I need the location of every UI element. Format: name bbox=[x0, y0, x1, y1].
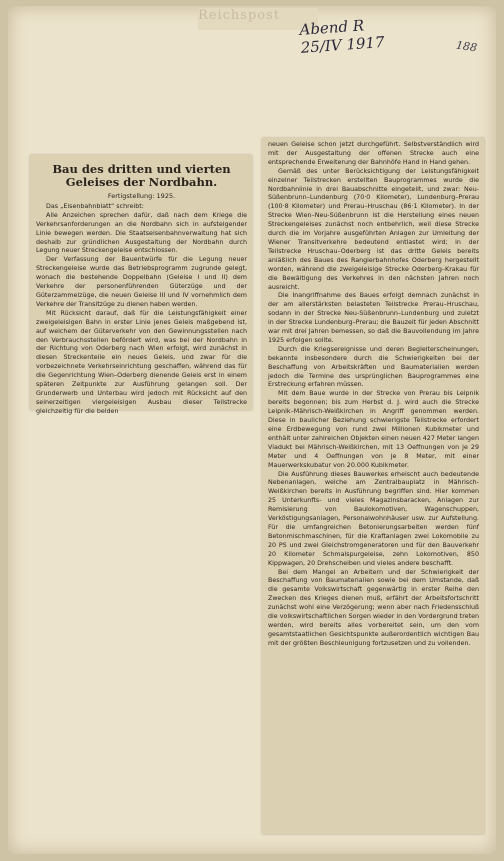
article-subheading: Fertigstellung: 1925. bbox=[107, 192, 176, 200]
paragraph: Durch die Kriegsereignisse und deren Begleiterscheinungen, bekannte insbesondere durch die Schwierigkeiten bei der Beschaffung von Arbeitskräften und Baumaterialien werden jedoch die Termine des ursprünglichen Bauprogrammes eine Erstreckung erfahren müssen. bbox=[268, 345, 479, 389]
paragraph: Alle Anzeichen sprechen dafür, daß nach dem Kriege die Verkehrsanforderungen an die Nordbahn sich in aufsteigender Linie bewegen werden. Die Staatseisenbahnverwaltung hat sich deshalb zur gründlichen Ausgestaltung der Nordbahn durch Legung neuer Streckengeleise entschlossen. bbox=[36, 211, 247, 255]
article-headline bbox=[36, 163, 247, 189]
handwritten-note bbox=[299, 11, 441, 57]
paragraph: Mit dem Baue wurde in der Strecke von Prerau bis Leipnik bereits begonnen; bis zum Herbst d. J. wird auch die Strecke Leipnik–Mährisch-Weißkirchen in Angriff genommen werden. Diese in baulicher Beziehung schwierigste Teilstrecke erfordert eine Erdbewegung von rund zwei Millionen Kubikmeter und enthält unter zahlreichen Objekten einen neuen 427 Meter langen Viadukt bei Mährisch-Weißkirchen, mit 13 Oeffnungen von je 29 Meter und 4 Oeffnungen von je 8 Meter, mit einer Mauerwerkskubatur von 20.000 Kubikmeter. bbox=[268, 390, 479, 469]
paragraph: Gemäß des unter Berücksichtigung der Leistungsfähigkeit einzelner Teilstrecken erstellten Bauprogrammes wurde die Nordbahnlinie in drei Bauabschnitte eingeteilt, und zwar: Neu-Süßenbrunn–Lundenburg (70·0 Kilometer), Lundenburg–Prerau (100·8 Kilometer) und Prerau–Hruschau (86·1 Kilometer). In der Strecke Wien–Neu-Süßenbrunn ist die Herstellung eines neuen Streckengeleises zunächst noch entbehrlich, weil diese Strecke durch die im Vorjahre ausgeführten Anlagen zur Umleitung der Wiener Transitverkehre bedeutend entlastet wird; in der Teilstrecke Hruschau–Oderberg ist das dritte Geleis bereits anläßlich des Baues des Rangierbahnhofes Oderberg hergestellt worden, während die zweigeleisige Strecke Oderberg–Krakau für die Bewältigung des Verkehres in den nächsten Jahren noch ausreicht. bbox=[268, 167, 479, 291]
newspaper-masthead-fragment: Reichspost bbox=[198, 8, 318, 30]
paragraph: Mit Rücksicht darauf, daß für die Leistungsfähigkeit einer zweigeleisigen Bahn in erster Linie jenes Geleis maßgebend ist, auf welchem der Güterverkehr von den Gewinnungsstellen nach den Verbrauchsstellen befördert wird, was bei der Nordbahn in der Richtung von Oderberg nach Wien erfolgt, wird zunächst in diesen Streckenteile ein neues Geleis, und zwar für die vorbezeichnete Verkehrseinrichtung geschaffen, während das für die Gegenrichtung Wien–Oderberg dienende Geleis erst in einem späteren Zeitpunkte zur Ausführung gelangen soll. Der Grunderwerb und Unterbau wird jedoch mit Rücksicht auf den seinerzeitigen viergeleisigen Ausbau dieser Teilstrecke gleichzeitig für die beiden bbox=[36, 309, 247, 415]
clipping-right bbox=[262, 138, 484, 834]
page-number: 188 bbox=[455, 38, 478, 55]
paragraph: Bei dem Mangel an Arbeitern und der Schwierigkeit der Beschaffung von Baumaterialien sowie bei dem Umstande, daß die gesamte Volkswirtschaft gegenwärtig in erster Reihe den Zwecken des Krieges dienen muß, erfährt der Arbeitsfortschritt zunächst wohl eine Verzögerung; wenn aber nach Friedensschluß die volkswirtschaftlichen Sorgen wieder in den Vordergrund treten werden, wird bereits alles vorbereitet sein, um den vom gesamtstaatlichen Gesichtspunkte außerordentlich wichtigen Bau mit der größten Beschleunigung fortzusetzen und zu vollenden. bbox=[268, 568, 479, 647]
paragraph: Die Ausführung dieses Bauwerkes erheischt auch bedeutende Nebenanlagen, welche am Zentralbauplatz in Mährisch-Weißkirchen bereits in Ausführung begriffen sind. Hier kommen 25 Unterkunfts- und vieles Magazinsbaracken, Anlagen zur Remisierung von Baulokomotiven, Wagenschuppen, Verköstigungsanlagen, Personalwohnhäuser usw. zur Aufstellung. Für die umfangreichen Betonierungsarbeiten werden fünf Betonmischmaschinen, für die Kraftanlagen zwei Lokomobile zu 20 PS und zwei Gleichstromgeneratoren und für den Bauverkehr 20 Kilometer Schmalspurgeleise, zehn Lokomotiven, 850 Kippwagen, 20 Drehscheiben und vieles andere beschafft. bbox=[268, 470, 479, 567]
handwritten-date: 25/IV 1917 bbox=[300, 33, 386, 57]
paragraph: Die Inangriffnahme des Baues erfolgt demnach zunächst in der am allerstärksten belasteten Teilstrecke Prerau–Hruschau, sodann in der Strecke Neu-Süßenbrunn–Lundenburg und zuletzt in der Strecke Lundenburg–Prerau; die Bauzeit für jeden Abschnitt war mit drei Jahren bemessen, so daß die Bauvollendung im Jahre 1925 erfolgen sollte. bbox=[268, 292, 479, 344]
headline-line-2: Geleises der Nordbahn. bbox=[65, 175, 218, 189]
paragraph: Der Verfassung der Bauentwürfe für die Legung neuer Streckengeleise wurde das Betriebsprogramm zugrunde gelegt, wonach die bestehende Doppelbahn (Geleise I und II) dem Verkehre der personenführenden Güterzüge und der Güterzammelzüge, die neuen Geleise III und IV vornehmlich dem Verkehre der Transitzüge zu dienen haben werden. bbox=[36, 256, 247, 308]
clipping-left bbox=[30, 155, 252, 415]
paragraph: Das „Eisenbahnblatt“ schreibt: bbox=[46, 202, 144, 210]
handwritten-source: Abend R bbox=[298, 16, 365, 39]
headline-line-1: Bau des dritten und vierten bbox=[52, 162, 231, 176]
paragraph: neuen Geleise schon jetzt durchgeführt. Selbstverständlich wird mit der Ausgestaltung der offenen Strecke auch eine entsprechende Erweiterung der Bahnhöfe Hand in Hand gehen. bbox=[268, 141, 479, 166]
